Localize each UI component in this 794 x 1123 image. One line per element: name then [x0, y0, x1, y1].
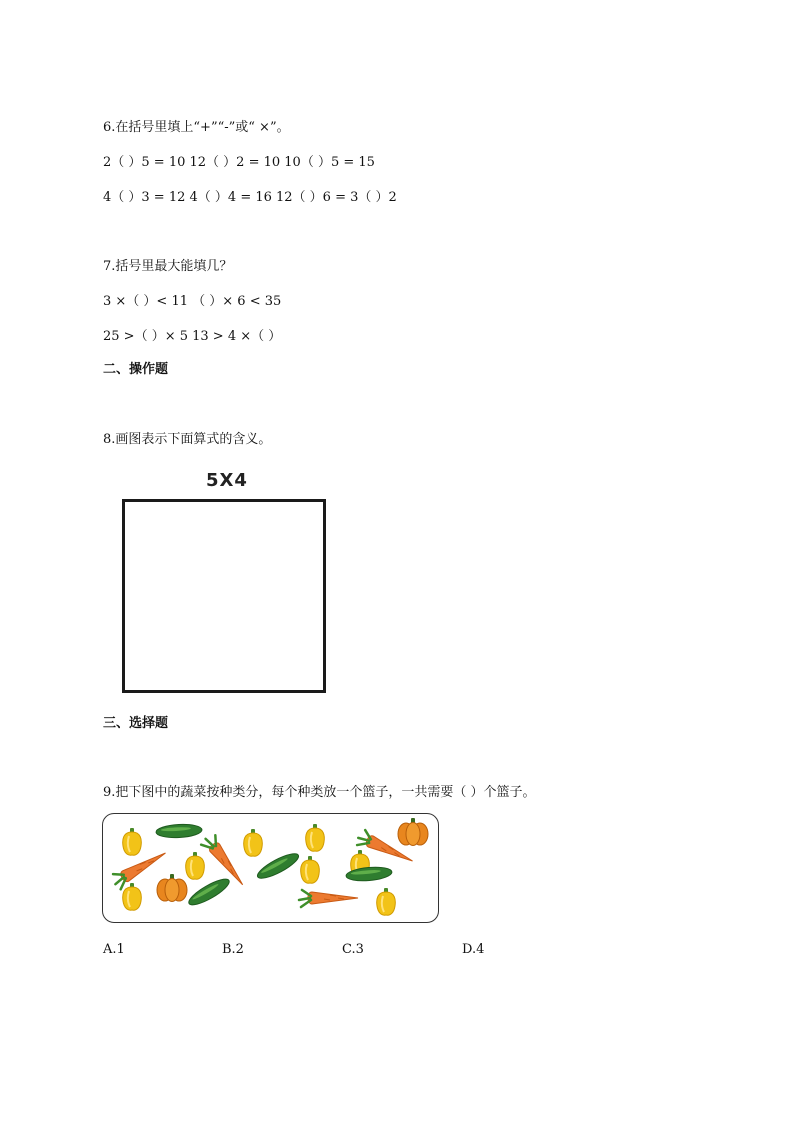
- q7-title: 7.括号里最大能填几？: [103, 259, 233, 274]
- pepper-icon: [377, 888, 396, 915]
- q7-line-2: 25 >（ ）× 5 13 > 4 ×（ ）: [103, 329, 282, 344]
- q9-title: 9.把下图中的蔬菜按种类分，每个种类放一个篮子，一共需要（ ）个篮子。: [103, 785, 536, 800]
- pumpkin-icon: [398, 818, 428, 846]
- vegetable-picture: [102, 813, 439, 923]
- section-3-heading: 三、选择题: [103, 716, 169, 731]
- option-d[interactable]: D.4: [462, 942, 485, 957]
- option-b[interactable]: B.2: [222, 942, 244, 957]
- q8-expression: 5X4: [206, 470, 248, 491]
- q8-drawing-box[interactable]: [122, 499, 326, 693]
- cucumber-icon: [255, 849, 302, 882]
- pepper-icon: [301, 856, 320, 883]
- pepper-icon: [123, 828, 142, 855]
- carrot-icon: [299, 890, 358, 907]
- q6-line-2: 4（ ）3 = 12 4（ ）4 = 16 12（ ）6 = 3（ ）2: [103, 190, 397, 205]
- option-a[interactable]: A.1: [103, 942, 125, 957]
- q7-line-1: 3 ×（ ）< 11 （ ）× 6 < 35: [103, 294, 282, 309]
- cucumber-icon: [186, 875, 232, 909]
- section-2-heading: 二、操作题: [103, 362, 169, 377]
- q8-title: 8.画图表示下面算式的含义。: [103, 432, 272, 447]
- pepper-icon: [244, 829, 263, 856]
- pepper-icon: [123, 883, 142, 910]
- q6-title: 6.在括号里填上“+”“-”或“ ×”。: [103, 120, 290, 135]
- pepper-icon: [306, 824, 325, 851]
- pepper-icon: [186, 852, 205, 879]
- q6-line-1: 2（ ）5 = 10 12（ ）2 = 10 10（ ）5 = 15: [103, 155, 375, 170]
- option-c[interactable]: C.3: [342, 942, 364, 957]
- cucumber-icon: [156, 823, 203, 838]
- pumpkin-icon: [157, 874, 187, 902]
- vegetable-illustration: [103, 814, 438, 922]
